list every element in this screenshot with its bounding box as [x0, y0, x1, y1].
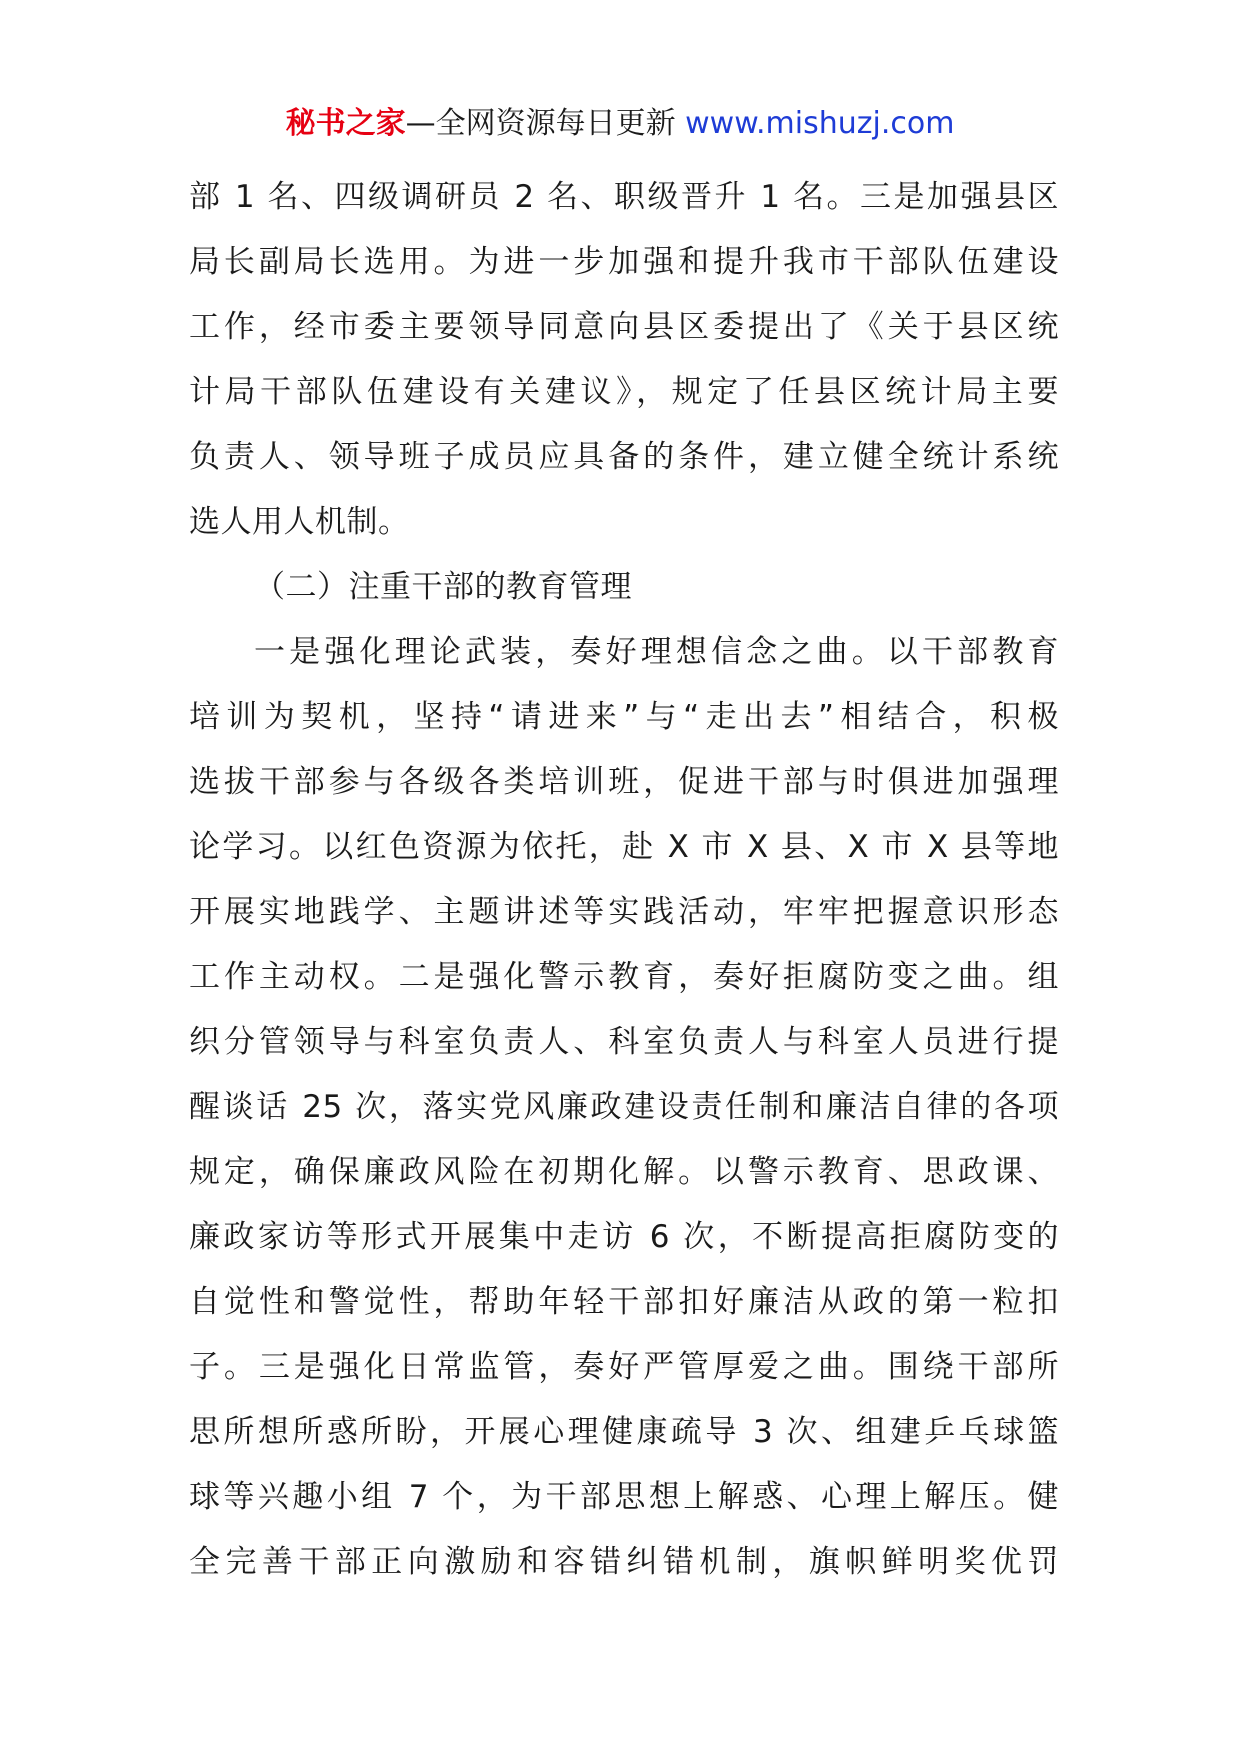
site-header-banner [0, 100, 1240, 148]
body-line: 负责人、领导班子成员应具备的条件，建立健全统计系统 [189, 439, 1059, 475]
document-body [189, 165, 1059, 1595]
body-line: 一是强化理论武装，奏好理想信念之曲。以干部教育 [254, 634, 1059, 670]
body-line: 球等兴趣小组 7 个，为干部思想上解惑、心理上解压。健 [189, 1479, 1059, 1515]
body-line: 思所想所惑所盼，开展心理健康疏导 3 次、组建乒乓球篮 [189, 1414, 1059, 1450]
body-line: 自觉性和警觉性，帮助年轻干部扣好廉洁从政的第一粒扣 [189, 1284, 1059, 1320]
body-line: 选拔干部参与各级各类培训班，促进干部与时俱进加强理 [189, 764, 1059, 800]
body-line: 局长副局长选用。为进一步加强和提升我市干部队伍建设 [189, 244, 1059, 280]
body-line: 全完善干部正向激励和容错纠错机制，旗帜鲜明奖优罚 [189, 1544, 1059, 1580]
body-line: 廉政家访等形式开展集中走访 6 次，不断提高拒腐防变的 [189, 1219, 1059, 1255]
body-line: 醒谈话 25 次，落实党风廉政建设责任制和廉洁自律的各项 [189, 1089, 1059, 1125]
body-line: 工作主动权。二是强化警示教育，奏好拒腐防变之曲。组 [189, 959, 1059, 995]
body-line: 论学习。以红色资源为依托，赴 X 市 X 县、X 市 X 县等地 [189, 829, 1059, 865]
brand-name: 秘书之家 [285, 106, 406, 141]
body-line: 子。三是强化日常监管，奏好严管厚爱之曲。围绕干部所 [189, 1349, 1059, 1385]
body-line: 培训为契机，坚持“请进来”与“走出去”相结合，积极 [189, 699, 1059, 735]
body-line: 织分管领导与科室负责人、科室负责人与科室人员进行提 [189, 1024, 1059, 1060]
body-line: 计局干部队伍建设有关建议》，规定了任县区统计局主要 [189, 374, 1059, 410]
body-line: 规定，确保廉政风险在初期化解。以警示教育、思政课、 [189, 1154, 1059, 1190]
body-line: 部 1 名、四级调研员 2 名、职级晋升 1 名。三是加强县区 [189, 179, 1059, 215]
header-tagline: —全网资源每日更新 [405, 106, 686, 141]
site-url-link[interactable]: www.mishuzj.com [685, 106, 955, 141]
body-line: 工作，经市委主要领导同意向县区委提出了《关于县区统 [189, 309, 1059, 345]
section-heading: （二）注重干部的教育管理 [254, 569, 632, 605]
body-line: 选人用人机制。 [189, 504, 410, 540]
body-line: 开展实地践学、主题讲述等实践活动，牢牢把握意识形态 [189, 894, 1059, 930]
